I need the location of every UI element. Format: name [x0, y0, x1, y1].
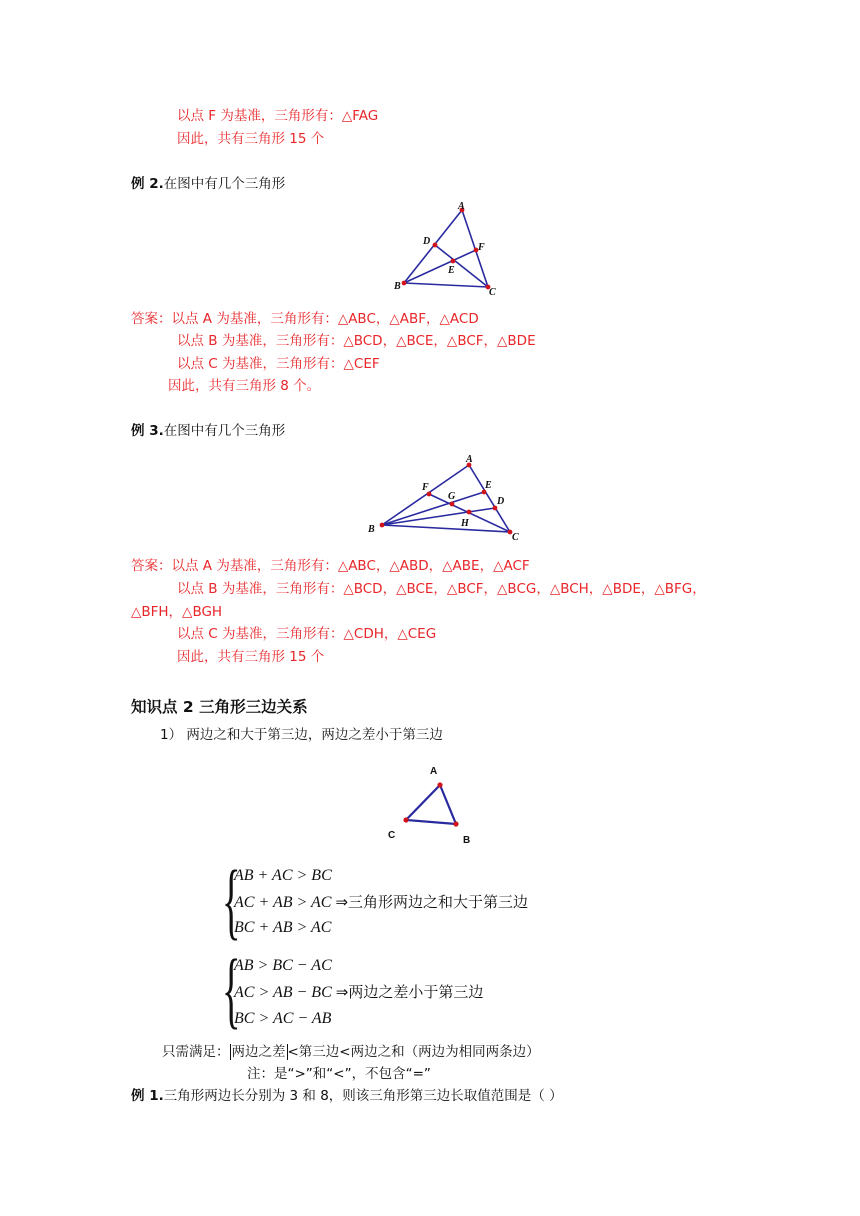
example2-answer-3: 以点 C 为基准，三角形有：△CEF	[177, 356, 380, 372]
example3-heading	[131, 422, 285, 440]
sum-line-3: BC + AB > AC	[234, 919, 332, 936]
side-bc	[404, 283, 488, 287]
intro-line-2: 因此，共有三角形 15 个	[177, 131, 325, 147]
note-line: 注：是“>”和“<”，不包含“=”	[247, 1066, 431, 1082]
sum-arrow: ⇒	[335, 893, 349, 911]
label-f: F	[422, 482, 429, 493]
example1-label: 例 1.	[131, 1088, 164, 1104]
label-b: B	[394, 281, 401, 292]
example2-question: 在图中有几个三角形	[163, 176, 286, 192]
example3-answer-text-1: 以点 A 为基准，三角形有：△ABC，△ABD，△ABE，△ACF	[171, 558, 530, 574]
knowledge2-figure	[380, 760, 480, 850]
point-h	[467, 510, 472, 515]
segment-bf	[404, 250, 476, 283]
example3-answer-5: 因此，共有三角形 15 个	[177, 649, 325, 665]
sum-line-1: AB + AC > BC	[234, 867, 332, 884]
label-g: G	[448, 491, 456, 502]
point-g	[450, 502, 455, 507]
condition-prefix: 只需满足：	[162, 1044, 230, 1060]
point-a	[437, 782, 442, 787]
example3-answer-4: 以点 C 为基准，三角形有：△CDH，△CEG	[177, 626, 437, 642]
label-e: E	[448, 265, 455, 276]
point-b	[453, 821, 458, 826]
section-title: 知识点 2 三角形三边关系	[131, 698, 308, 716]
label-a: A	[458, 201, 465, 212]
example2-answer-1	[131, 310, 479, 328]
label-b: B	[368, 524, 375, 535]
sum-line-2-expr: AC + AB > AC	[234, 894, 332, 911]
example2-answer-2: 以点 B 为基准，三角形有：△BCD，△BCE，△BCF，△BDE	[177, 333, 536, 349]
condition-abs: 两边之差	[231, 1044, 286, 1060]
example3-answer-2: 以点 B 为基准，三角形有：△BCD，△BCE，△BCF，△BCG，△BCH，△BDE，△BFG，	[177, 581, 706, 597]
condition-line	[162, 1043, 540, 1061]
diff-line-2-expr: AC > AB − BC	[234, 984, 332, 1001]
label-e: E	[485, 480, 492, 491]
example2-heading	[131, 175, 285, 193]
example3-figure	[364, 450, 534, 545]
point-d	[433, 243, 438, 248]
example3-label: 例 3.	[131, 423, 164, 439]
point-b	[380, 523, 385, 528]
sum-line-2	[234, 893, 528, 912]
diff-line-2	[234, 983, 483, 1002]
sum-brace: {	[222, 852, 241, 948]
diff-conclusion: 两边之差小于第三边	[348, 983, 484, 1001]
label-f: F	[478, 242, 485, 253]
label-d: D	[497, 496, 505, 507]
intro-line-1: 以点 F 为基准，三角形有：△FAG	[177, 108, 379, 124]
example3-question: 在图中有几个三角形	[163, 423, 286, 439]
point-e	[451, 259, 456, 264]
knowledge2-item-1: 1） 两边之和大于第三边，两边之差小于第三边	[160, 727, 443, 743]
example2-label: 例 2.	[131, 176, 164, 192]
label-d: D	[423, 236, 431, 247]
label-c: C	[512, 532, 519, 543]
diff-line-1: AB > BC − AC	[234, 957, 332, 974]
label-h: H	[461, 518, 469, 529]
side-bc	[382, 525, 510, 532]
example3-answer-1	[131, 557, 530, 575]
condition-rest: <第三边<两边之和（两边为相同两条边）	[287, 1044, 540, 1060]
label-c: C	[388, 830, 396, 841]
diff-arrow: ⇒	[335, 983, 349, 1001]
label-a: A	[466, 454, 473, 465]
example2-figure	[390, 200, 500, 298]
sum-conclusion: 三角形两边之和大于第三边	[348, 893, 529, 911]
example2-answer-4: 因此，共有三角形 8 个。	[168, 378, 321, 394]
label-a: A	[430, 766, 438, 777]
example1-line	[131, 1087, 563, 1105]
point-c	[403, 817, 408, 822]
label-b: B	[463, 835, 471, 846]
example3-answer-3: △BFH，△BGH	[131, 604, 223, 620]
side-ab	[382, 465, 469, 525]
triangle-abc	[406, 785, 456, 824]
example2-answer-text-1: 以点 A 为基准，三角形有：△ABC，△ABF，△ACD	[171, 311, 479, 327]
diff-line-3: BC > AC − AB	[234, 1010, 332, 1027]
example3-answer-label: 答案：	[131, 558, 172, 574]
diff-brace: {	[222, 941, 241, 1037]
example1-question: 三角形两边长分别为 3 和 8，则该三角形第三边长取值范围是（ ）	[163, 1088, 563, 1104]
example2-answer-label: 答案：	[131, 311, 172, 327]
label-c: C	[489, 287, 496, 298]
point-b	[402, 281, 407, 286]
